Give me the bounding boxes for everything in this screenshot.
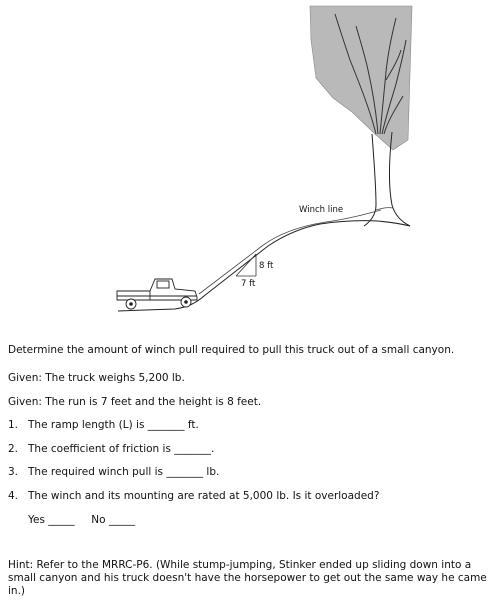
winch-line — [199, 210, 381, 294]
height-label: 8 ft — [259, 261, 274, 271]
run-label: 7 ft — [241, 279, 256, 289]
question-2 — [8, 442, 214, 456]
problem-statement: Determine the amount of winch pull required to pull this truck out of a small canyon. — [8, 344, 455, 356]
given-run-height: Given: The run is 7 feet and the height is 8 feet. — [8, 396, 262, 408]
winch-line-label: Winch line — [299, 205, 344, 215]
question-number: 3. — [8, 466, 19, 478]
question-1 — [8, 418, 199, 432]
winch-line-wrap — [376, 208, 393, 210]
question-text: The required winch pull is _______ lb. — [28, 466, 220, 478]
yes-no-answer-line: Yes _____ No _____ — [28, 514, 136, 526]
question-3 — [8, 465, 219, 479]
question-number: 1. — [8, 419, 19, 431]
tree-canopy — [310, 6, 412, 150]
question-number: 2. — [8, 443, 19, 455]
question-text: The ramp length (L) is _______ ft. — [28, 419, 199, 431]
slope-triangle — [236, 254, 256, 276]
given-weight: Given: The truck weighs 5,200 lb. — [8, 372, 185, 384]
question-number: 4. — [8, 490, 19, 502]
hint-text: Hint: Refer to the MRRC-P6. (While stump-jumping, Stinker ended up sliding down into a small canyon and his truck doesn't have the horsepower to get out the same way he came in.) — [8, 559, 487, 597]
truck — [117, 279, 197, 309]
question-4 — [8, 489, 379, 503]
question-text: The coefficient of friction is _______. — [28, 443, 215, 455]
tree-trunk — [364, 132, 410, 226]
question-text: The winch and its mounting are rated at 5,000 lb. Is it overloaded? — [28, 490, 380, 502]
